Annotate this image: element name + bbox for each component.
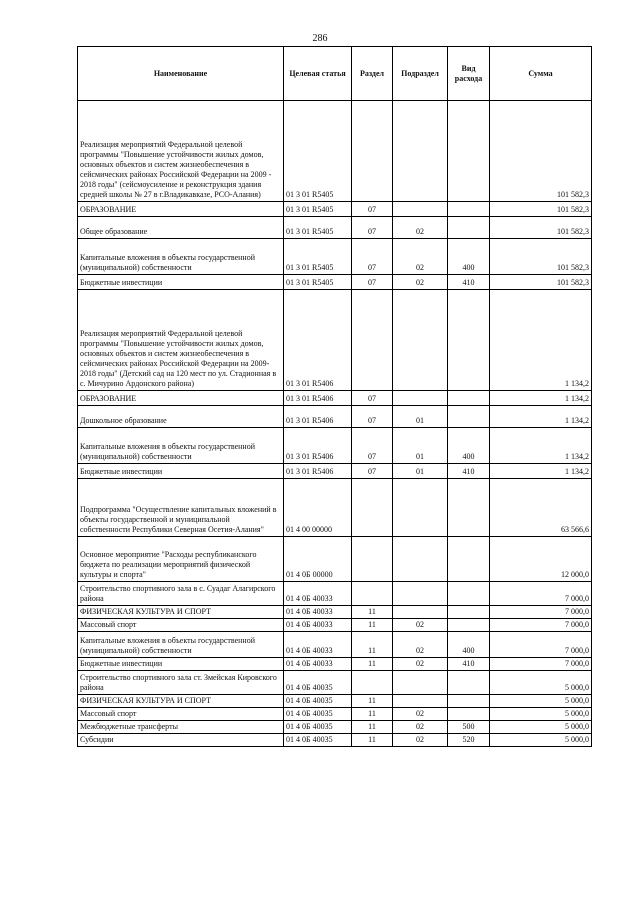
cell-razdel [352, 537, 393, 582]
cell-podrazdel [393, 391, 448, 406]
cell-summa: 7 000,0 [490, 658, 592, 671]
cell-razdel: 07 [352, 464, 393, 479]
table-row [78, 606, 592, 619]
cell-vid [448, 406, 490, 428]
cell-vid [448, 479, 490, 537]
cell-summa: 12 000,0 [490, 537, 592, 582]
table-row [78, 734, 592, 747]
header-razdel: Раздел [352, 47, 393, 101]
cell-razdel: 11 [352, 632, 393, 658]
cell-vid [448, 101, 490, 202]
cell-podrazdel: 02 [393, 217, 448, 239]
cell-podrazdel [393, 606, 448, 619]
page-number: 286 [312, 33, 328, 44]
cell-vid: 400 [448, 239, 490, 275]
cell-code: 01 4 0Б 40033 [284, 606, 352, 619]
cell-name: Капитальные вложения в объекты государственной (муниципальной) собственности [78, 239, 284, 275]
cell-vid [448, 582, 490, 606]
cell-vid: 500 [448, 721, 490, 734]
cell-vid [448, 391, 490, 406]
cell-name: Строительство спортивного зала ст. Змейская Кировского района [78, 671, 284, 695]
cell-name: ОБРАЗОВАНИЕ [78, 202, 284, 217]
cell-razdel: 07 [352, 217, 393, 239]
cell-summa: 5 000,0 [490, 734, 592, 747]
cell-vid [448, 290, 490, 391]
cell-vid: 400 [448, 632, 490, 658]
cell-razdel: 11 [352, 734, 393, 747]
cell-name: Бюджетные инвестиции [78, 464, 284, 479]
cell-podrazdel: 02 [393, 721, 448, 734]
header-podrazdel: Подраздел [393, 47, 448, 101]
cell-razdel: 07 [352, 428, 393, 464]
table-row [78, 239, 592, 275]
table-row [78, 428, 592, 464]
cell-code: 01 3 01 R5405 [284, 239, 352, 275]
cell-name: Строительство спортивного зала в с. Суадаг Алагирского района [78, 582, 284, 606]
cell-code: 01 4 0Б 40035 [284, 734, 352, 747]
cell-summa: 1 134,2 [490, 406, 592, 428]
table-row [78, 708, 592, 721]
cell-podrazdel [393, 479, 448, 537]
cell-name: Массовый спорт [78, 708, 284, 721]
cell-razdel [352, 582, 393, 606]
cell-name: Массовый спорт [78, 619, 284, 632]
table-row [78, 658, 592, 671]
cell-razdel [352, 101, 393, 202]
table-row [78, 406, 592, 428]
cell-podrazdel: 01 [393, 428, 448, 464]
cell-code: 01 3 01 R5405 [284, 202, 352, 217]
cell-name: ОБРАЗОВАНИЕ [78, 391, 284, 406]
table-row [78, 464, 592, 479]
cell-summa: 101 582,3 [490, 239, 592, 275]
cell-vid [448, 671, 490, 695]
cell-summa: 1 134,2 [490, 428, 592, 464]
cell-vid: 400 [448, 428, 490, 464]
table-row [78, 202, 592, 217]
cell-podrazdel: 01 [393, 406, 448, 428]
cell-code: 01 4 0Б 40033 [284, 632, 352, 658]
cell-razdel: 07 [352, 406, 393, 428]
cell-razdel: 11 [352, 708, 393, 721]
cell-name: Капитальные вложения в объекты государственной (муниципальной) собственности [78, 428, 284, 464]
table-header-row [78, 47, 592, 101]
cell-vid [448, 606, 490, 619]
cell-code: 01 4 0Б 40035 [284, 695, 352, 708]
cell-code: 01 3 01 R5406 [284, 290, 352, 391]
cell-summa: 101 582,3 [490, 217, 592, 239]
cell-name: Дошкольное образование [78, 406, 284, 428]
cell-name: Общее образование [78, 217, 284, 239]
cell-summa: 101 582,3 [490, 202, 592, 217]
cell-code: 01 4 0Б 40035 [284, 721, 352, 734]
cell-code: 01 3 01 R5406 [284, 464, 352, 479]
cell-code: 01 4 0Б 00000 [284, 537, 352, 582]
cell-code: 01 4 0Б 40033 [284, 619, 352, 632]
cell-razdel: 11 [352, 658, 393, 671]
table-row [78, 632, 592, 658]
budget-table [77, 46, 592, 747]
cell-summa: 5 000,0 [490, 721, 592, 734]
cell-podrazdel: 02 [393, 275, 448, 290]
table-row [78, 619, 592, 632]
cell-podrazdel [393, 101, 448, 202]
table-row [78, 582, 592, 606]
cell-summa: 1 134,2 [490, 391, 592, 406]
header-summa: Сумма [490, 47, 592, 101]
cell-summa: 5 000,0 [490, 671, 592, 695]
cell-summa: 5 000,0 [490, 695, 592, 708]
cell-code: 01 3 01 R5406 [284, 391, 352, 406]
cell-vid: 410 [448, 275, 490, 290]
cell-podrazdel [393, 695, 448, 708]
cell-podrazdel [393, 671, 448, 695]
cell-vid [448, 202, 490, 217]
cell-razdel [352, 479, 393, 537]
cell-name: Бюджетные инвестиции [78, 275, 284, 290]
cell-name: Реализация мероприятий Федеральной целевой программы "Повышение устойчивости жилых домов, основных объектов и систем жизнеобеспечения в сейсмических районах Российской Федерации на 2009-2018 годы" (Детский сад на 120 мест по ул. Стадионная в с. Мичурино Ардонского района) [78, 290, 284, 391]
cell-code: 01 4 0Б 40033 [284, 658, 352, 671]
cell-summa: 1 134,2 [490, 464, 592, 479]
cell-name: ФИЗИЧЕСКАЯ КУЛЬТУРА И СПОРТ [78, 606, 284, 619]
table-row [78, 275, 592, 290]
cell-razdel: 11 [352, 695, 393, 708]
cell-vid: 410 [448, 464, 490, 479]
cell-code: 01 4 0Б 40035 [284, 708, 352, 721]
cell-code: 01 3 01 R5405 [284, 275, 352, 290]
cell-name: Межбюджетные трансферты [78, 721, 284, 734]
cell-code: 01 3 01 R5406 [284, 406, 352, 428]
cell-summa: 5 000,0 [490, 708, 592, 721]
cell-podrazdel: 02 [393, 734, 448, 747]
cell-name: Капитальные вложения в объекты государственной (муниципальной) собственности [78, 632, 284, 658]
cell-razdel: 07 [352, 239, 393, 275]
cell-podrazdel [393, 202, 448, 217]
cell-podrazdel: 02 [393, 632, 448, 658]
cell-code: 01 4 0Б 40035 [284, 671, 352, 695]
header-code: Целевая статья [284, 47, 352, 101]
table-row [78, 101, 592, 202]
cell-vid [448, 537, 490, 582]
header-name: Наименование [78, 47, 284, 101]
cell-summa: 7 000,0 [490, 582, 592, 606]
cell-summa: 101 582,3 [490, 275, 592, 290]
cell-code: 01 4 00 00000 [284, 479, 352, 537]
cell-name: Основное мероприятие "Расходы республиканского бюджета по реализации мероприятий физической культуры и спорта" [78, 537, 284, 582]
cell-code: 01 4 0Б 40033 [284, 582, 352, 606]
table-row [78, 695, 592, 708]
cell-name: ФИЗИЧЕСКАЯ КУЛЬТУРА И СПОРТ [78, 695, 284, 708]
table-row [78, 217, 592, 239]
table-row [78, 721, 592, 734]
cell-summa: 7 000,0 [490, 619, 592, 632]
cell-podrazdel: 02 [393, 619, 448, 632]
header-vid: Вид расхода [448, 47, 490, 101]
cell-razdel: 11 [352, 619, 393, 632]
cell-razdel: 11 [352, 606, 393, 619]
cell-razdel: 07 [352, 391, 393, 406]
cell-code: 01 3 01 R5406 [284, 428, 352, 464]
cell-name: Реализация мероприятий Федеральной целевой программы "Повышение устойчивости жилых домов, основных объектов и систем жизнеобеспечения в сейсмических районах Российской Федерации на 2009 - 2018 годы" (сейсмоусиление и реконструкция здания средней школы № 27 в г.Владикавказе, РСО-Алания) [78, 101, 284, 202]
cell-podrazdel: 01 [393, 464, 448, 479]
cell-name: Бюджетные инвестиции [78, 658, 284, 671]
cell-name: Субсидии [78, 734, 284, 747]
cell-podrazdel: 02 [393, 658, 448, 671]
table-row [78, 479, 592, 537]
cell-vid [448, 708, 490, 721]
cell-razdel [352, 671, 393, 695]
cell-summa: 1 134,2 [490, 290, 592, 391]
cell-podrazdel [393, 290, 448, 391]
cell-vid: 520 [448, 734, 490, 747]
cell-podrazdel: 02 [393, 239, 448, 275]
table-row [78, 537, 592, 582]
cell-razdel: 11 [352, 721, 393, 734]
cell-razdel: 07 [352, 275, 393, 290]
cell-summa: 7 000,0 [490, 632, 592, 658]
cell-summa: 63 566,6 [490, 479, 592, 537]
cell-podrazdel [393, 582, 448, 606]
cell-vid [448, 695, 490, 708]
cell-code: 01 3 01 R5405 [284, 101, 352, 202]
cell-vid [448, 619, 490, 632]
cell-razdel [352, 290, 393, 391]
cell-summa: 7 000,0 [490, 606, 592, 619]
cell-podrazdel [393, 537, 448, 582]
table-row [78, 290, 592, 391]
table-row [78, 391, 592, 406]
cell-name: Подпрограмма "Осуществление капитальных вложений в объекты государственной и муниципальной собственности Республики Северная Осетия-Алания" [78, 479, 284, 537]
cell-razdel: 07 [352, 202, 393, 217]
table-row [78, 671, 592, 695]
cell-vid: 410 [448, 658, 490, 671]
cell-podrazdel: 02 [393, 708, 448, 721]
cell-summa: 101 582,3 [490, 101, 592, 202]
cell-code: 01 3 01 R5405 [284, 217, 352, 239]
cell-vid [448, 217, 490, 239]
